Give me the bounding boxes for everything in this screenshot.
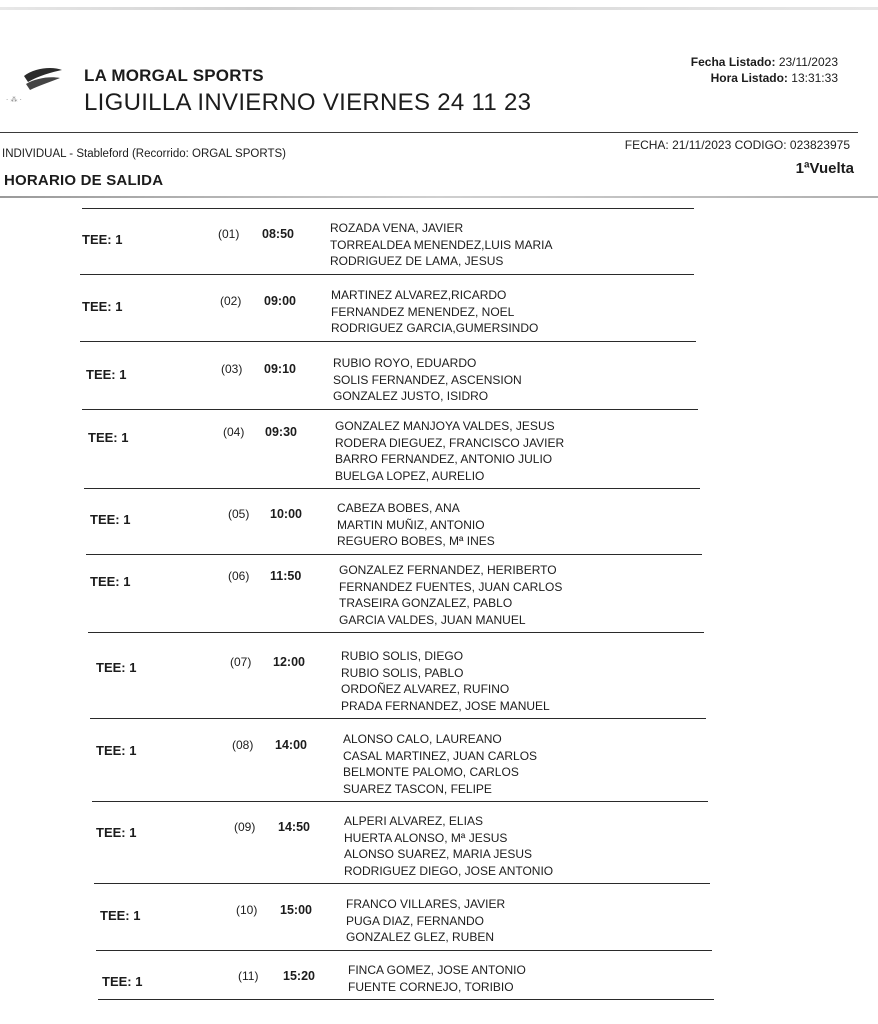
hora-listado-label: Hora Listado: (710, 71, 788, 85)
player-name: RUBIO SOLIS, DIEGO (341, 649, 464, 663)
player-list (341, 648, 550, 714)
group-separator (94, 883, 710, 884)
player-name: FINCA GOMEZ, JOSE ANTONIO (348, 963, 526, 977)
tee-time: 15:00 (280, 903, 312, 917)
group-separator (88, 632, 704, 633)
tee-label: TEE: 1 (96, 660, 137, 675)
player-name: ORDOÑEZ ALVAREZ, RUFINO (341, 682, 510, 696)
player-name: GONZALEZ GLEZ, RUBEN (346, 930, 495, 944)
player-name: MARTIN MUÑIZ, ANTONIO (337, 517, 485, 532)
group-separator (84, 488, 700, 489)
group-number: (11) (238, 969, 259, 983)
tee-label: TEE: 1 (96, 743, 137, 758)
player-name: GONZALEZ MANJOYA VALDES, JESUS (335, 419, 555, 433)
player-name: CASAL MARTINEZ, JUAN CARLOS (343, 748, 538, 763)
tee-time: 14:00 (275, 738, 307, 752)
player-name: BELMONTE PALOMO, CARLOS (343, 765, 519, 779)
fecha-listado-value: 23/11/2023 (778, 55, 838, 69)
player-name: FUENTE CORNEJO, TORIBIO (348, 979, 514, 994)
player-list (346, 896, 505, 946)
group-separator (82, 409, 698, 410)
group-separator (98, 999, 714, 1000)
group-separator (86, 554, 702, 555)
player-name: TORREALDEA MENENDEZ,LUIS MARIA (330, 237, 553, 252)
player-list (335, 418, 564, 484)
tee-label: TEE: 1 (96, 825, 137, 840)
fecha-listado-label: Fecha Listado: (690, 55, 776, 69)
tee-time: 15:20 (283, 969, 315, 983)
tee-time: 14:50 (278, 820, 310, 834)
tee-time: 09:00 (264, 294, 296, 308)
player-name: PUGA DIAZ, FERNANDO (346, 913, 485, 928)
group-separator (92, 801, 708, 802)
player-list (339, 562, 562, 628)
player-name: ALONSO SUAREZ, MARIA JESUS (344, 847, 533, 861)
player-name: RODERA DIEGUEZ, FRANCISCO JAVIER (335, 435, 565, 450)
group-separator (96, 950, 712, 951)
player-name: PRADA FERNANDEZ, JOSE MANUEL (341, 698, 550, 713)
group-separator (80, 274, 694, 275)
group-number: (07) (230, 655, 252, 669)
player-name: FERNANDEZ FUENTES, JUAN CARLOS (339, 579, 563, 594)
group-number: (08) (232, 738, 254, 752)
group-separator (90, 718, 706, 719)
tee-label: TEE: 1 (82, 232, 123, 247)
tee-time: 09:30 (265, 425, 297, 439)
player-name: FERNANDEZ MENENDEZ, NOEL (331, 304, 515, 319)
player-list (343, 731, 537, 797)
tee-time: 09:10 (264, 362, 296, 376)
group-number: (09) (234, 820, 256, 834)
player-name: MARTINEZ ALVAREZ,RICARDO (331, 288, 507, 302)
player-name: GARCIA VALDES, JUAN MANUEL (339, 612, 526, 627)
player-list (348, 962, 526, 995)
player-name: RODRIGUEZ DE LAMA, JESUS (330, 254, 504, 268)
player-name: RUBIO ROYO, EDUARDO (333, 356, 477, 370)
tee-time: 10:00 (270, 507, 302, 521)
tee-label: TEE: 1 (100, 908, 141, 923)
player-list (330, 220, 553, 270)
player-list (344, 813, 553, 879)
tee-label: TEE: 1 (88, 430, 129, 445)
tee-label: TEE: 1 (102, 974, 143, 989)
round-label: 1ªVuelta (795, 160, 854, 177)
group-separator (80, 341, 696, 342)
svg-text:· ⁂ ·: · ⁂ · (6, 96, 22, 104)
tee-label: TEE: 1 (90, 512, 131, 527)
player-name: REGUERO BOBES, Mª INES (337, 534, 495, 548)
tee-time: 08:50 (262, 227, 294, 241)
player-name: ALPERI ALVAREZ, ELIAS (344, 814, 483, 828)
player-name: ALONSO CALO, LAUREANO (343, 732, 502, 746)
group-number: (06) (228, 569, 250, 583)
player-name: RODRIGUEZ GARCIA,GUMERSINDO (331, 321, 539, 335)
group-number: (03) (221, 362, 243, 376)
tee-label: TEE: 1 (82, 299, 123, 314)
tee-time: 12:00 (273, 655, 305, 669)
player-name: GONZALEZ JUSTO, ISIDRO (333, 389, 489, 403)
player-name: RUBIO SOLIS, PABLO (341, 665, 464, 680)
group-number: (10) (236, 903, 258, 917)
player-name: BUELGA LOPEZ, AURELIO (335, 468, 485, 483)
player-name: SUAREZ TASCON, FELIPE (343, 781, 492, 796)
group-number: (04) (223, 425, 245, 439)
group-number: (05) (228, 507, 250, 521)
player-name: FRANCO VILLARES, JAVIER (346, 897, 506, 911)
page-title: LIGUILLA INVIERNO VIERNES 24 11 23 (84, 89, 532, 116)
player-name: HUERTA ALONSO, Mª JESUS (344, 830, 508, 845)
player-name: CABEZA BOBES, ANA (337, 501, 460, 515)
fecha-codigo: FECHA: 21/11/2023 CODIGO: 023823975 (624, 138, 850, 152)
section-title: HORARIO DE SALIDA (4, 172, 164, 189)
tee-label: TEE: 1 (90, 574, 131, 589)
tee-time: 11:50 (270, 569, 302, 583)
group-number: (02) (220, 294, 242, 308)
competition-modality: INDIVIDUAL - Stableford (Recorrido: ORGAL SPORTS) (2, 148, 286, 160)
player-list (331, 287, 538, 337)
player-name: TRASEIRA GONZALEZ, PABLO (339, 596, 513, 610)
tee-label: TEE: 1 (86, 367, 127, 382)
player-list (333, 355, 522, 405)
group-number: (01) (218, 227, 240, 241)
player-name: ROZADA VENA, JAVIER (330, 221, 464, 235)
organization-name: LA MORGAL SPORTS (84, 66, 264, 85)
player-list (337, 500, 495, 550)
player-name: RODRIGUEZ DIEGO, JOSE ANTONIO (344, 863, 554, 878)
player-name: BARRO FERNANDEZ, ANTONIO JULIO (335, 452, 553, 466)
hora-listado-value: 13:31:33 (791, 71, 838, 85)
player-name: GONZALEZ FERNANDEZ, HERIBERTO (339, 563, 557, 577)
player-name: SOLIS FERNANDEZ, ASCENSION (333, 372, 522, 387)
